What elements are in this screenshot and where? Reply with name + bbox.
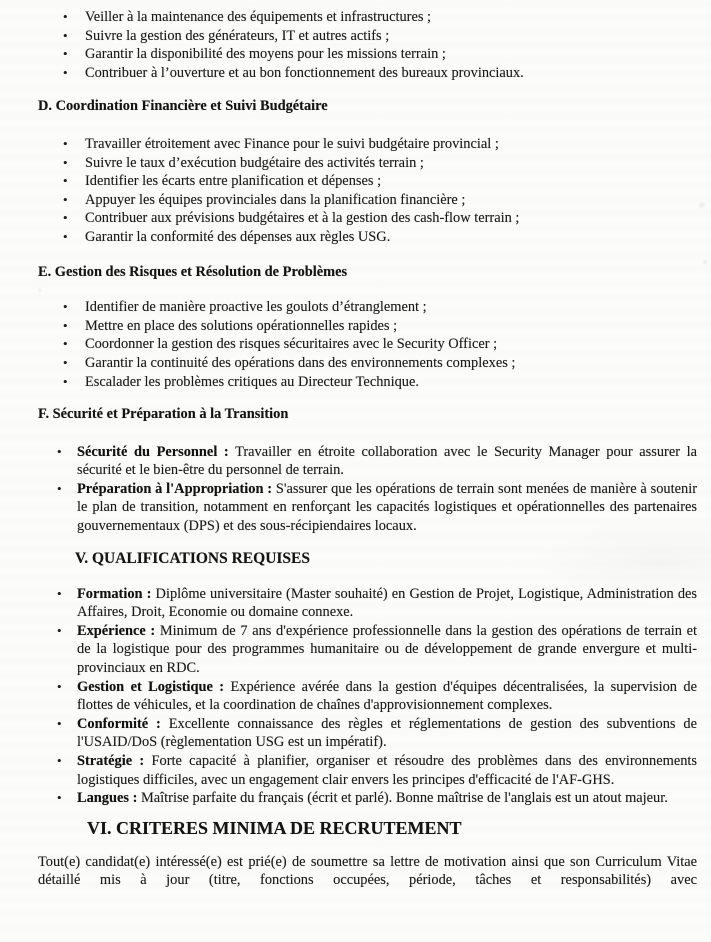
bullet-icon: • [57, 715, 62, 731]
bullet-icon: • [63, 373, 68, 389]
list-item-lead: Formation : [77, 585, 152, 602]
section-heading-e: E. Gestion des Risques et Résolution de Problèmes [38, 263, 348, 280]
list-item-body: Travailler en étroite collaboration avec le Security Manager pour assurer la sécurité et le bien-être du personnel de terrain. [77, 443, 697, 479]
list-item-body: Forte capacité à planifier, organiser et résoudre des problèmes dans des environnements logistiques difficiles, avec un engagement clair envers les principes d'efficacité de l'AF-GHS. [77, 753, 697, 788]
list-item-text: Contribuer à l’ouverture et au bon fonctionnement des bureaux provinciaux. [85, 64, 524, 81]
list-item-text: Suivre le taux d’exécution budgétaire des activités terrain ; [85, 154, 424, 171]
list-item-lead: Expérience : [77, 622, 156, 639]
list-item [38, 335, 697, 354]
list-item [38, 45, 697, 64]
section-e-bullet-list [38, 298, 697, 391]
bullet-icon: • [63, 336, 68, 352]
list-item-text [77, 753, 697, 788]
list-item-text: Mettre en place des solutions opérationnelles rapides ; [85, 317, 398, 334]
list-item-body: Excellente connaissance des règles et réglementations de gestion des subventions de l'USAID/DoS (règlementation USG est un impératif). [77, 715, 697, 751]
list-item [38, 373, 697, 392]
section-v-bullet-list [38, 585, 697, 808]
list-item [38, 298, 697, 317]
list-item-text: Coordonner la gestion des risques sécuritaires avec le Security Officer ; [85, 336, 498, 353]
list-item-text [77, 716, 697, 751]
list-item-lead: Stratégie : [77, 753, 145, 769]
bullet-icon: • [63, 46, 68, 62]
list-item-text: Garantir la disponibilité des moyens pour les missions terrain ; [85, 46, 446, 63]
list-item-text: Escalader les problèmes critiques au Directeur Technique. [85, 373, 419, 390]
list-item [38, 172, 697, 191]
list-item-body: Minimum de 7 ans d'expérience professionnelle dans la gestion des opérations de terrain et de la logistique pour des programmes humanitaire ou de développement de grande envergure et multi-provinciaux en RDC. [77, 622, 698, 677]
list-item [38, 789, 697, 808]
section-f-bullet-list [38, 443, 697, 536]
bullet-icon: • [63, 354, 68, 370]
list-item [38, 480, 697, 536]
section-heading-v: V. QUALIFICATIONS REQUISES [75, 549, 311, 567]
bullet-icon: • [63, 9, 68, 24]
list-item-text: Veiller à la maintenance des équipements et infrastructures ; [85, 9, 432, 25]
bullet-icon: • [63, 317, 68, 333]
bullet-icon: • [63, 228, 68, 244]
bullet-icon: • [63, 191, 68, 207]
bullet-icon: • [57, 622, 62, 638]
intro-bullet-list [38, 8, 697, 82]
list-item [38, 191, 697, 210]
list-item-text [77, 623, 697, 676]
bullet-icon: • [63, 135, 68, 151]
list-item-body: Diplôme universitaire (Master souhaité) en Gestion de Projet, Logistique, Administration des Affaires, Droit, Economie ou domaine connexe. [77, 585, 697, 621]
list-item-body: S'assurer que les opérations de terrain sont menées de manière à soutenir le plan de transition, notamment en renforçant les capacités logistiques et opérationnelles des partenaires gouvernementaux (DPS) et des sous-récipiendaires locaux. [77, 480, 697, 535]
list-item-text: Contribuer aux prévisions budgétaires et à la gestion des cash-flow terrain ; [85, 210, 520, 227]
list-item-lead: Gestion et Logistique : [77, 678, 225, 695]
list-item-body: Expérience avérée dans la gestion d'équipes décentralisées, la supervision de flottes de véhicules, et la coordination de chaînes d'approvisionnement complexes. [77, 678, 697, 714]
list-item [38, 622, 697, 678]
list-item-lead: Conformité : [77, 715, 161, 732]
list-item [38, 209, 697, 228]
section-heading-vi: VI. CRITERES MINIMA DE RECRUTEMENT [87, 817, 462, 838]
list-item [38, 752, 697, 789]
list-item-text: Appuyer les équipes provinciales dans la planification financière ; [85, 191, 466, 208]
bullet-icon: • [57, 585, 62, 601]
list-item-text [77, 586, 697, 621]
list-item [38, 715, 697, 752]
list-item-text: Identifier les écarts entre planification et dépenses ; [85, 173, 382, 190]
list-item-text: Garantir la conformité des dépenses aux règles USG. [85, 228, 391, 245]
list-item [38, 228, 697, 247]
bullet-icon: • [57, 480, 62, 496]
list-item-lead: Langues : [77, 790, 138, 807]
list-item [38, 135, 697, 154]
section-heading-f: F. Sécurité et Préparation à la Transition [38, 406, 289, 423]
bullet-icon: • [63, 299, 68, 315]
list-item [38, 27, 697, 46]
list-item-text: Travailler étroitement avec Finance pour le suivi budgétaire provincial ; [85, 135, 499, 152]
bullet-icon: • [63, 64, 68, 80]
body-paragraph: Tout(e) candidat(e) intéressé(e) est prié(e) de soumettre sa lettre de motivation ainsi que son Curriculum Vitae détaillé mis à jour (titre, fonctions occupées, période, tâches et responsabilités) avec [38, 853, 697, 889]
bullet-icon: • [57, 790, 62, 806]
bullet-icon: • [63, 154, 68, 170]
list-item [38, 317, 697, 336]
bullet-icon: • [63, 210, 68, 226]
list-item [38, 443, 697, 480]
list-item [38, 8, 697, 27]
section-heading-d: D. Coordination Financière et Suivi Budgétaire [38, 98, 328, 115]
list-item-text [77, 679, 697, 714]
bullet-icon: • [57, 753, 62, 768]
list-item-text [77, 444, 697, 479]
list-item-lead: Sécurité du Personnel : [77, 443, 229, 460]
list-item-text: Garantir la continuité des opérations dans des environnements complexes ; [85, 354, 516, 371]
list-item-text: Identifier de manière proactive les goulots d’étranglement ; [85, 299, 427, 316]
list-item-text: Suivre la gestion des générateurs, IT et autres actifs ; [85, 27, 390, 44]
list-item-text [77, 790, 668, 806]
list-item [38, 64, 697, 83]
list-item [38, 154, 697, 173]
bullet-icon: • [63, 173, 68, 189]
list-item-text [77, 481, 697, 534]
bullet-icon: • [63, 27, 68, 43]
bullet-icon: • [57, 443, 62, 459]
list-item-lead: Préparation à l'Appropriation : [77, 480, 273, 497]
list-item [38, 585, 697, 622]
list-item [38, 354, 697, 373]
list-item-body: Maîtrise parfaite du français (écrit et parlé). Bonne maîtrise de l'anglais est un atout majeur. [137, 790, 668, 807]
bullet-icon: • [57, 678, 62, 694]
list-item [38, 678, 697, 715]
section-d-bullet-list [38, 135, 697, 247]
